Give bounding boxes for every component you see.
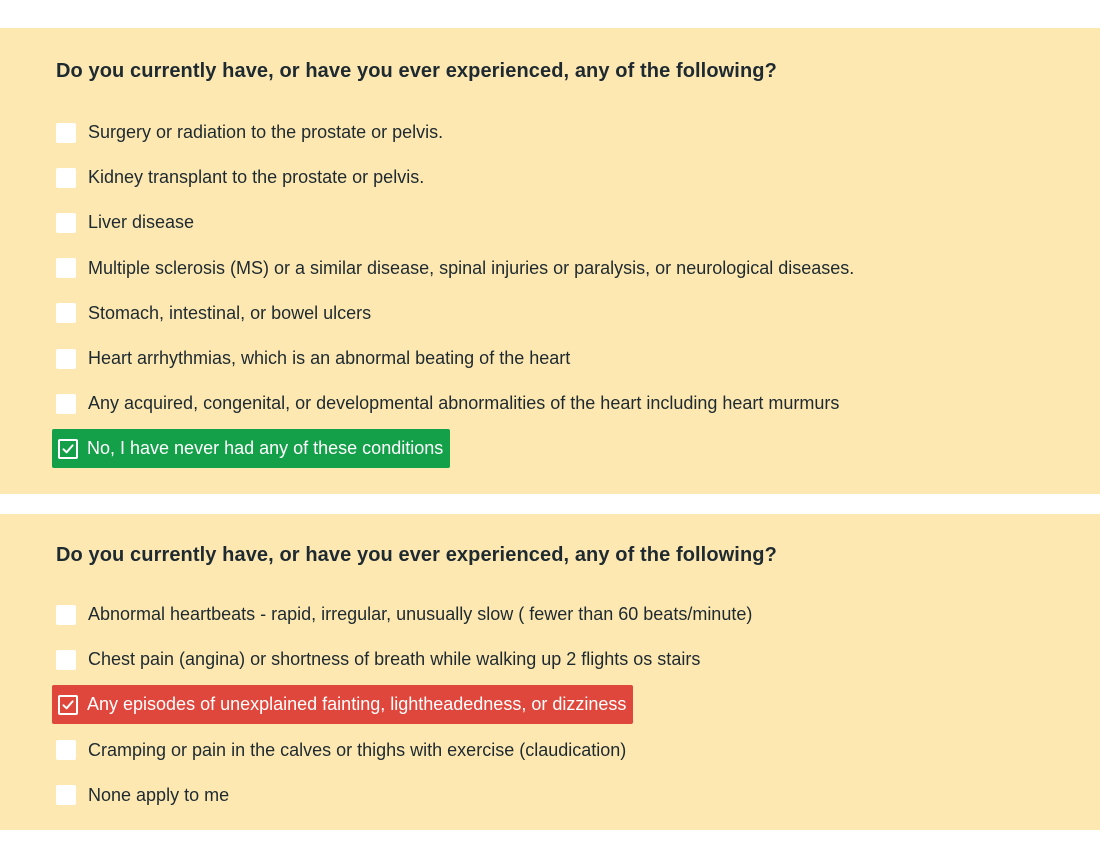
- options-list: [56, 592, 1080, 818]
- question-title: Do you currently have, or have you ever experienced, any of the following?: [56, 60, 777, 82]
- option-label: Heart arrhythmias, which is an abnormal beating of the heart: [88, 348, 571, 369]
- checkbox[interactable]: [56, 123, 76, 143]
- checkbox[interactable]: [56, 168, 76, 188]
- option-row[interactable]: [56, 113, 450, 152]
- option-label: Stomach, intestinal, or bowel ulcers: [88, 302, 372, 323]
- question-panel-symptoms: [0, 514, 1100, 830]
- option-row-selected[interactable]: [52, 429, 450, 468]
- checkbox-checked[interactable]: [58, 439, 78, 459]
- option-heart-arrhythmias: [56, 336, 1080, 381]
- checkbox[interactable]: [56, 740, 76, 760]
- checkbox[interactable]: [56, 394, 76, 414]
- option-label: Chest pain (angina) or shortness of breath while walking up 2 flights os stairs: [88, 649, 701, 670]
- checkbox[interactable]: [56, 349, 76, 369]
- checkbox[interactable]: [56, 785, 76, 805]
- checkbox[interactable]: [56, 303, 76, 323]
- option-row[interactable]: [56, 158, 431, 197]
- option-row-selected[interactable]: [52, 685, 633, 724]
- option-label: Any episodes of unexplained fainting, lightheadedness, or dizziness: [87, 694, 627, 715]
- option-none-apply: [56, 773, 1080, 818]
- question-title: Do you currently have, or have you ever experienced, any of the following?: [56, 544, 777, 566]
- option-label: Kidney transplant to the prostate or pelvis.: [88, 167, 425, 188]
- option-row[interactable]: [56, 776, 236, 815]
- checkmark-icon: [61, 698, 75, 712]
- option-label: Any acquired, congenital, or developmental abnormalities of the heart including heart murmurs: [88, 393, 840, 414]
- option-row[interactable]: [56, 294, 378, 333]
- option-heart-abnormalities: [56, 381, 1080, 426]
- option-surgery-radiation: [56, 110, 1080, 155]
- option-row[interactable]: [56, 595, 759, 634]
- option-abnormal-heartbeats: [56, 592, 1080, 637]
- option-cramping-calves: [56, 728, 1080, 773]
- checkbox[interactable]: [56, 258, 76, 278]
- option-label: Surgery or radiation to the prostate or pelvis.: [88, 122, 444, 143]
- question-panel-conditions: [0, 28, 1100, 494]
- option-row[interactable]: [56, 249, 861, 288]
- option-fainting-dizziness: [56, 682, 1080, 727]
- option-row[interactable]: [56, 203, 201, 242]
- option-label: Abnormal heartbeats - rapid, irregular, unusually slow ( fewer than 60 beats/minute): [88, 604, 753, 625]
- checkmark-icon: [61, 442, 75, 456]
- option-row[interactable]: [56, 731, 633, 770]
- option-chest-pain: [56, 637, 1080, 682]
- option-label: Cramping or pain in the calves or thighs with exercise (claudication): [88, 739, 627, 760]
- option-none-of-these: [56, 426, 1080, 471]
- option-row[interactable]: [56, 384, 846, 423]
- option-label: Multiple sclerosis (MS) or a similar disease, spinal injuries or paralysis, or neurological diseases.: [88, 257, 855, 278]
- option-stomach-ulcers: [56, 291, 1080, 336]
- checkbox[interactable]: [56, 213, 76, 233]
- checkbox[interactable]: [56, 650, 76, 670]
- option-kidney-transplant: [56, 155, 1080, 200]
- checkbox[interactable]: [56, 605, 76, 625]
- option-multiple-sclerosis: [56, 246, 1080, 291]
- option-row[interactable]: [56, 339, 577, 378]
- option-label: Liver disease: [88, 212, 195, 233]
- options-list: [56, 110, 1080, 472]
- option-label: None apply to me: [88, 784, 230, 805]
- checkbox-checked[interactable]: [58, 695, 78, 715]
- option-liver-disease: [56, 200, 1080, 245]
- option-row[interactable]: [56, 640, 707, 679]
- option-label: No, I have never had any of these conditions: [87, 438, 444, 459]
